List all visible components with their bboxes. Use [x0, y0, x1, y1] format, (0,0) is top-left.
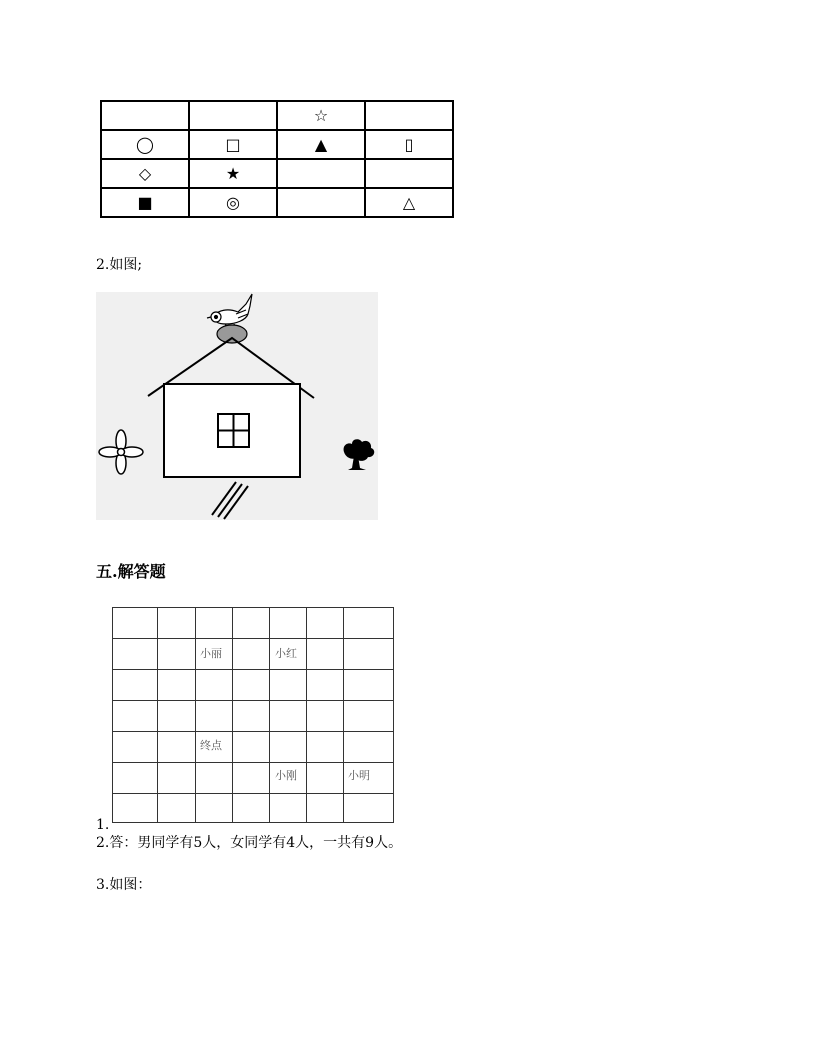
shape-table-cell: [101, 101, 189, 130]
rectangle-icon: ▯: [404, 134, 414, 154]
ground-lines: [212, 482, 248, 519]
house-drawing: [96, 292, 378, 520]
house-figure: [96, 292, 378, 520]
answer-item-2: 2.答：男同学有5人，女同学有4人，一共有9人。: [96, 835, 403, 851]
shape-table-row: [101, 130, 453, 159]
outline-triangle-icon: △: [402, 192, 416, 212]
shape-table-row: [101, 188, 453, 217]
shape-table-cell: [277, 188, 365, 217]
circle-icon: ◯: [136, 134, 154, 154]
shape-table-cell: [365, 188, 453, 217]
shape-table: [100, 100, 454, 218]
tree-icon: [344, 439, 375, 470]
shape-table-cell: [189, 130, 277, 159]
section-five-heading: 五.解答题: [96, 562, 166, 581]
grid-lines: [112, 607, 394, 823]
answer-item-3: 3.如图：: [96, 877, 152, 893]
small-square-icon: □: [225, 134, 241, 154]
section-2-label: 2.如图;: [96, 257, 143, 273]
shape-table-cell: [365, 101, 453, 130]
shape-table-row: [101, 159, 453, 188]
shape-table-cell: [277, 159, 365, 188]
window-icon: [218, 414, 249, 447]
shape-table-cell: [101, 130, 189, 159]
answer-item-1: 1.: [96, 817, 110, 833]
grid-label-zhongdian: 终点: [200, 739, 222, 752]
shape-table-cell: [189, 188, 277, 217]
outline-star-icon: ☆: [313, 105, 329, 125]
diamond-icon: ◇: [138, 163, 152, 183]
nest-icon: [217, 325, 247, 343]
position-grid: [112, 607, 394, 823]
grid-label-xiaoli: 小丽: [200, 647, 222, 660]
filled-triangle-icon: ▲: [314, 134, 328, 154]
shape-table-cell: [277, 101, 365, 130]
double-circle-icon: ◎: [226, 192, 240, 212]
grid-label-xiaohong: 小红: [275, 647, 297, 660]
shape-table-cell: [101, 159, 189, 188]
filled-square-icon: ■: [137, 192, 153, 212]
shape-table-cell: [277, 130, 365, 159]
shape-table-row: [101, 101, 453, 130]
grid-label-xiaogang: 小刚: [275, 769, 297, 782]
filled-star-icon: ★: [225, 163, 241, 183]
flower-icon: [99, 430, 143, 474]
shape-table-cell: [365, 130, 453, 159]
grid-label-xiaoming: 小明: [348, 769, 370, 782]
shape-table-cell: [189, 101, 277, 130]
shape-table-cell: [101, 188, 189, 217]
shape-table-cell: [189, 159, 277, 188]
shape-table-cell: [365, 159, 453, 188]
